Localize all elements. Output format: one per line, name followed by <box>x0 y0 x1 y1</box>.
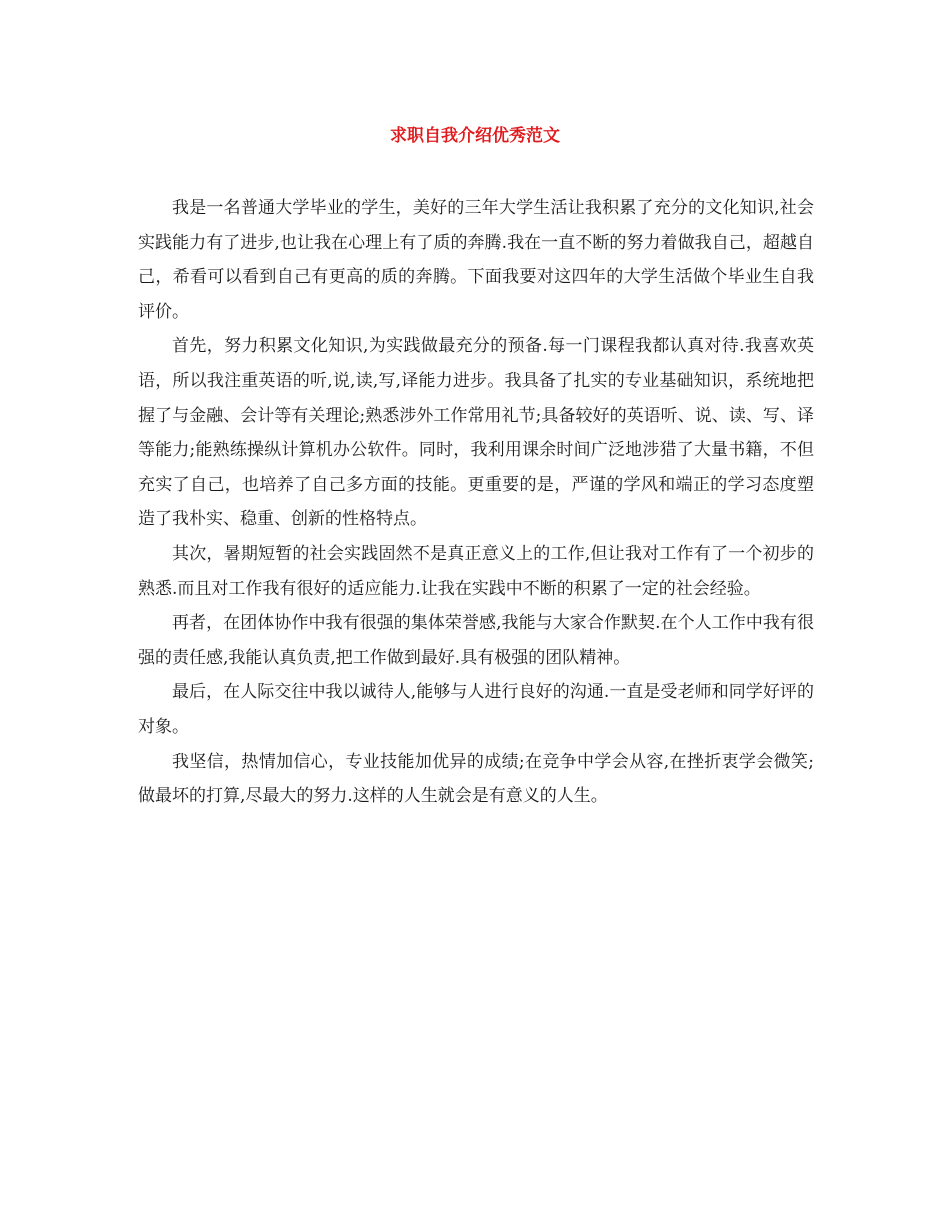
paragraph-intro: 我是一名普通大学毕业的学生，美好的三年大学生活让我积累了充分的文化知识,社会实践能力有了进步,也让我在心理上有了质的奔腾.我在一直不断的努力着做我自己，超越自己，希看可以看到自己有更高的质的奔腾。下面我要对这四年的大学生活做个毕业生自我评价。 <box>138 198 814 322</box>
document-title: 求职自我介绍优秀范文 <box>390 126 560 146</box>
paragraph-third: 再者，在团体协作中我有很强的集体荣誉感,我能与大家合作默契.在个人工作中我有很强的责任感,我能认真负责,把工作做到最好.具有极强的团队精神。 <box>138 613 814 668</box>
paragraph-first: 首先，努力积累文化知识,为实践做最充分的预备.每一门课程我都认真对待.我喜欢英语，所以我注重英语的听,说,读,写,译能力进步。我具备了扎实的专业基础知识，系统地把握了与金融、会计等有关理论;熟悉涉外工作常用礼节;具备较好的英语听、说、读、写、译等能力;能熟练操纵计算机办公软件。同时，我利用课余时间广泛地涉猎了大量书籍，不但充实了自己，也培养了自己多方面的技能。更重要的是，严谨的学风和端正的学习态度塑造了我朴实、稳重、创新的性格特点。 <box>138 336 814 530</box>
paragraph-second: 其次，暑期短暂的社会实践固然不是真正意义上的工作,但让我对工作有了一个初步的熟悉.而且对工作我有很好的适应能力.让我在实践中不断的积累了一定的社会经验。 <box>138 543 814 599</box>
document-body <box>138 191 814 814</box>
paragraph-fourth: 最后，在人际交往中我以诚待人,能够与人进行良好的沟通.一直是受老师和同学好评的对象。 <box>138 682 814 737</box>
paragraph-conclusion: 我坚信，热情加信心，专业技能加优异的成绩;在竞争中学会从容,在挫折衷学会微笑;做最坏的打算,尽最大的努力.这样的人生就会是有意义的人生。 <box>138 751 814 807</box>
